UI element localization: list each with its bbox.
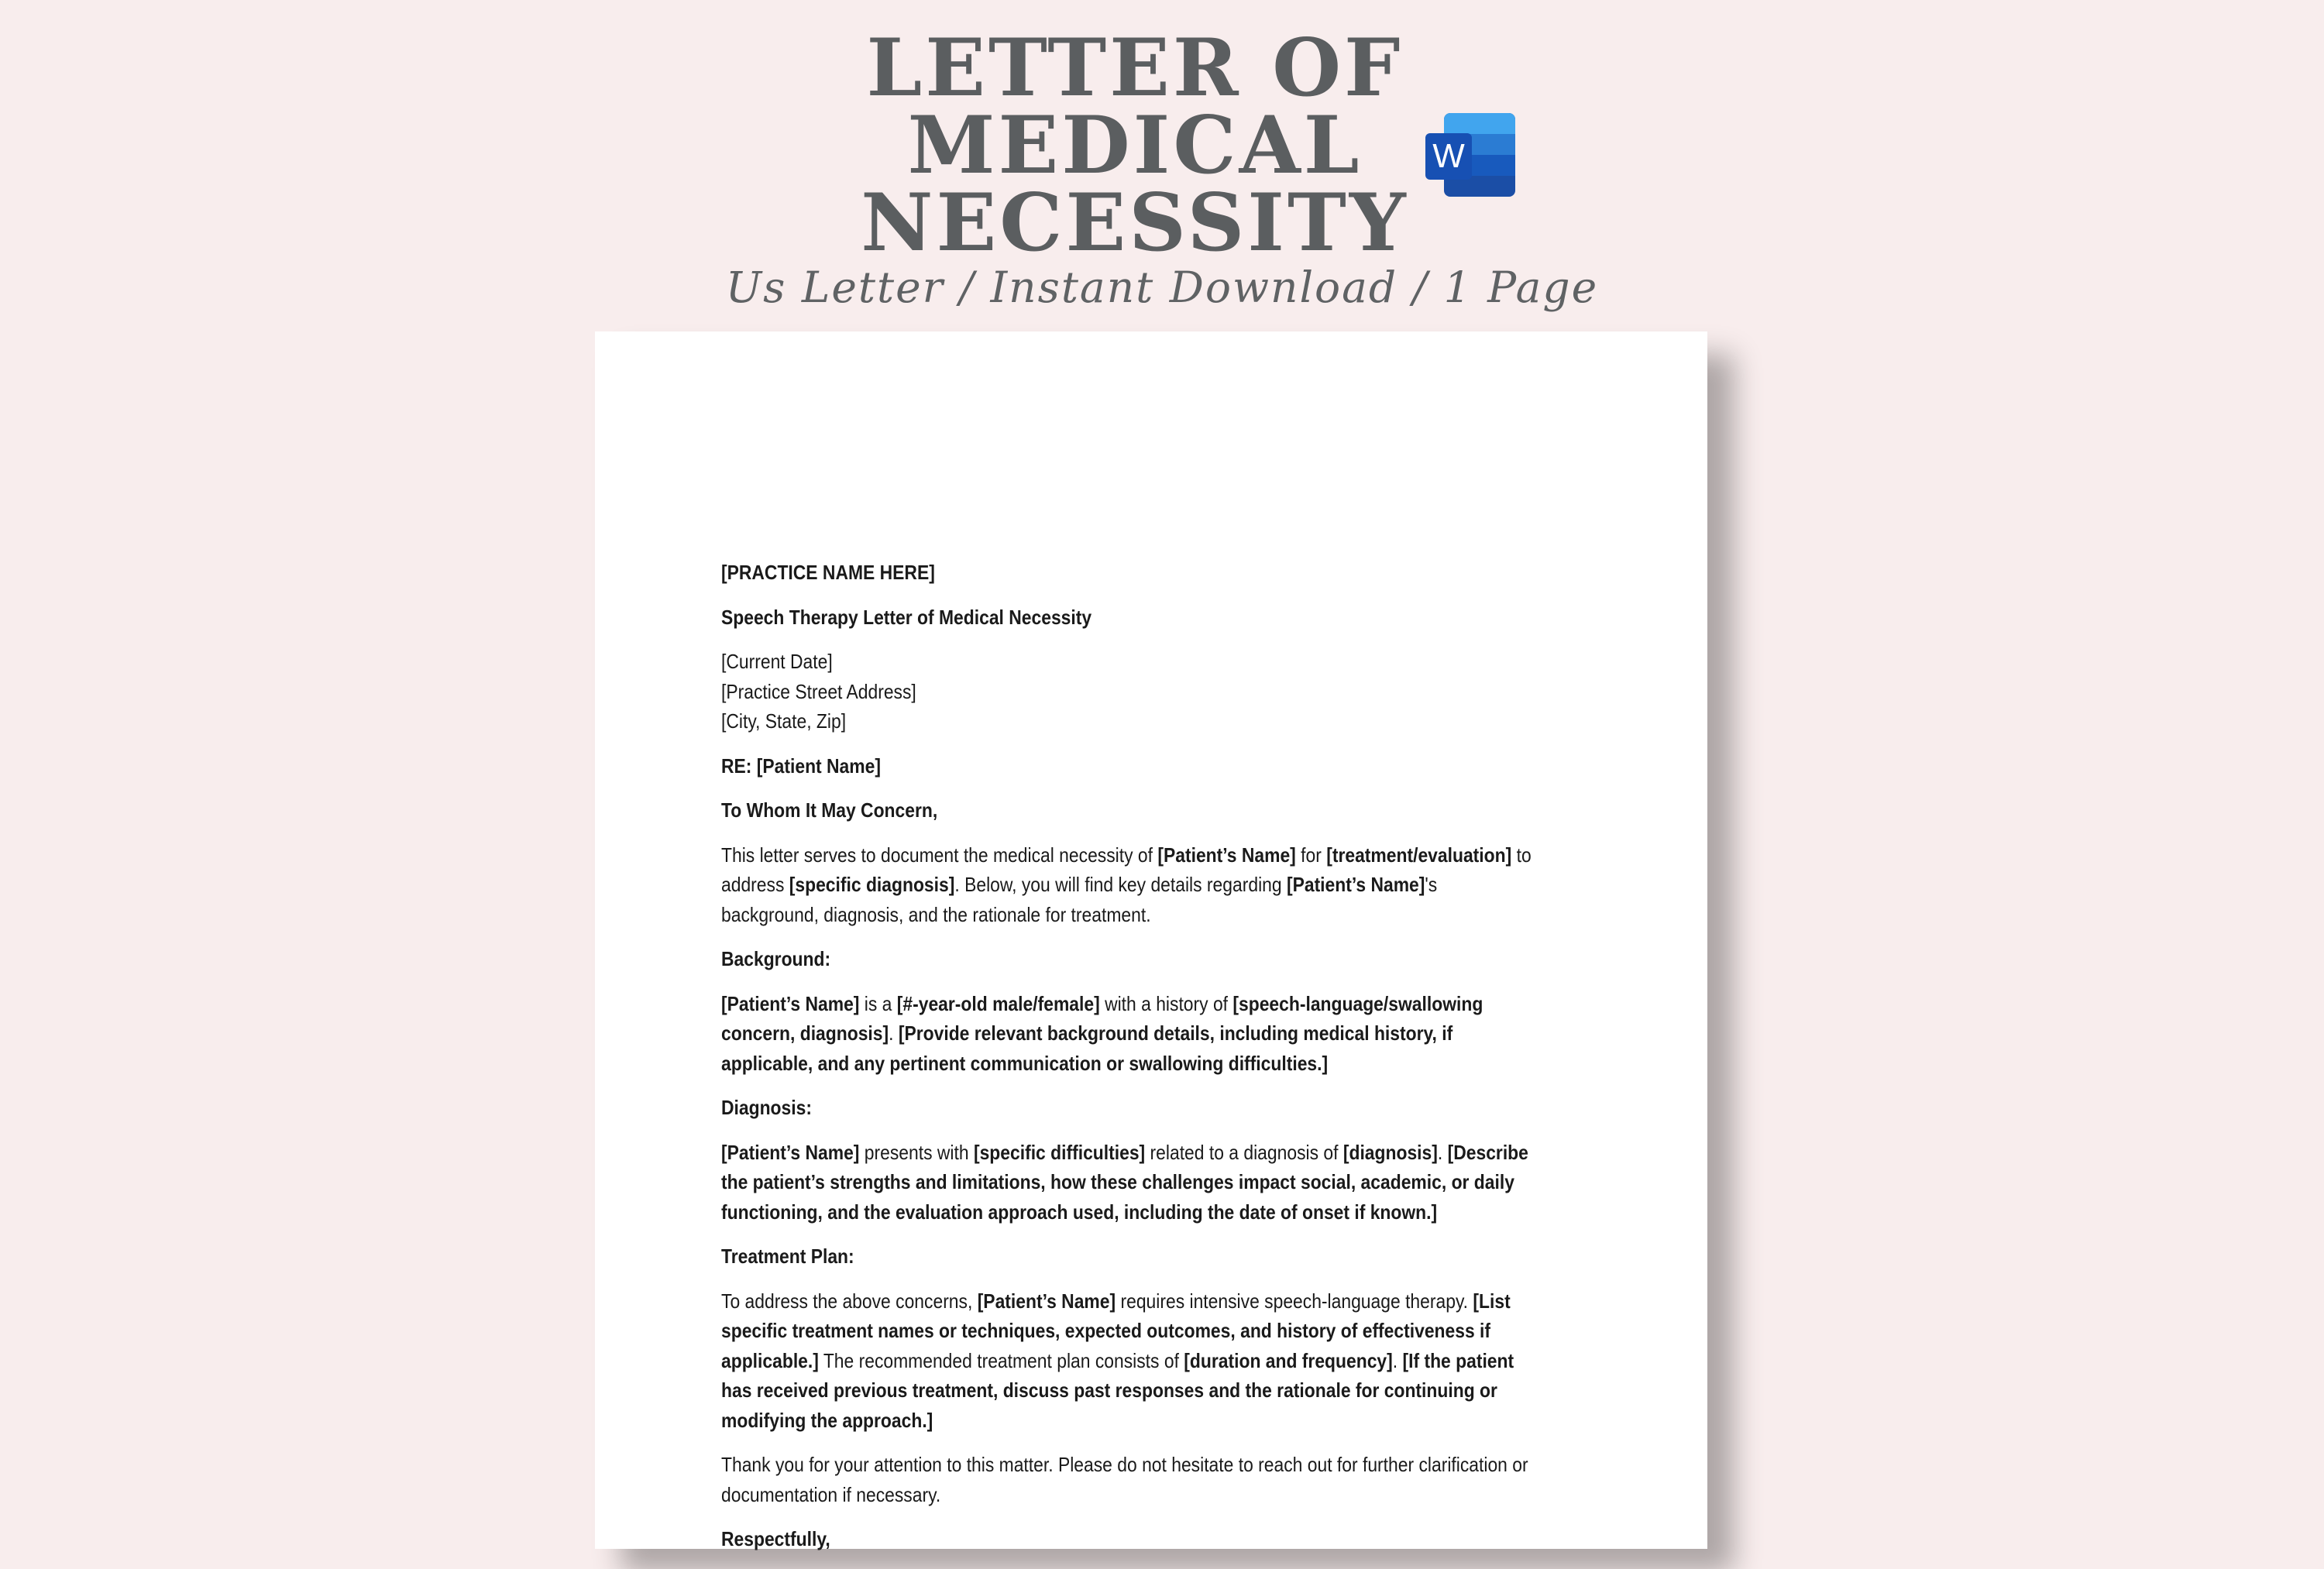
placeholder-concern: concern, diagnosis]: [721, 1021, 889, 1045]
salutation: To Whom It May Concern,: [721, 798, 938, 822]
placeholder-patient-name: [Patient’s Name]: [1157, 843, 1296, 867]
listing-subtitle: Us Letter / Instant Download / 1 Page: [725, 263, 1599, 312]
current-date: [Current Date]: [721, 650, 833, 673]
text-run: 's: [1425, 873, 1438, 896]
text-run: .: [889, 1021, 899, 1045]
placeholder-patient-name: [Patient’s Name]: [721, 1140, 860, 1164]
title-line-2: MEDICAL: [907, 99, 1363, 192]
practice-name: [PRACTICE NAME HERE]: [721, 561, 935, 584]
letter-body: [721, 558, 1532, 1569]
background-line-3: applicable, and any pertinent communication or swallowing difficulties.]: [721, 1051, 1329, 1075]
treatment-heading: Treatment Plan:: [721, 1245, 854, 1268]
re-line: RE: [Patient Name]: [721, 754, 881, 778]
text-run: is a: [859, 991, 897, 1015]
placeholder-list: [List: [1473, 1289, 1511, 1313]
listing-header: [0, 0, 2324, 325]
text-run: The recommended treatment plan consists of: [818, 1348, 1184, 1372]
placeholder-diagnosis: [specific diagnosis]: [789, 873, 955, 896]
placeholder-difficulties: [specific difficulties]: [973, 1140, 1146, 1164]
text-run: This letter serves to document the medical necessity of: [721, 843, 1158, 867]
placeholder-list: applicable.]: [721, 1348, 819, 1372]
placeholder-treatment: [treatment/evaluation]: [1326, 843, 1512, 867]
text-run: requires intensive speech-language therapy.: [1116, 1289, 1473, 1313]
address-block: [721, 647, 1478, 736]
treatment-paragraph: [721, 1286, 1514, 1436]
document-title: Speech Therapy Letter of Medical Necessity: [721, 605, 1092, 629]
diagnosis-line-3: functioning, and the evaluation approach used, including the date of onset if known.]: [721, 1200, 1438, 1224]
background-paragraph: [721, 989, 1483, 1079]
microsoft-word-icon: [1424, 112, 1517, 198]
placeholder-patient-name: [Patient’s Name]: [721, 991, 860, 1015]
placeholder-age-sex: [#-year-old male/female]: [896, 991, 1100, 1015]
text-run: related to a diagnosis of: [1145, 1140, 1343, 1164]
text-run: . Below, you will find key details regarding: [954, 873, 1287, 896]
diagnosis-line-2: the patient’s strengths and limitations, how these challenges impact social, academic, or daily: [721, 1170, 1514, 1193]
city-state-zip: [City, State, Zip]: [721, 709, 847, 733]
diagnosis-paragraph: [721, 1138, 1528, 1227]
text-run: address: [721, 873, 789, 896]
intro-line-1: [721, 840, 1532, 870]
treatment-line-2: specific treatment names or techniques, expected outcomes, and history of effectiveness if: [721, 1319, 1491, 1342]
diagnosis-heading: Diagnosis:: [721, 1096, 812, 1119]
text-run: To address the above concerns,: [721, 1289, 978, 1313]
treatment-line-5: modifying the approach.]: [721, 1408, 933, 1432]
intro-line-3: background, diagnosis, and the rationale for treatment.: [721, 902, 1151, 926]
placeholder-describe: [Describe: [1447, 1140, 1528, 1164]
text-run: with a history of: [1099, 991, 1233, 1015]
placeholder-patient-name: [Patient’s Name]: [977, 1289, 1116, 1313]
placeholder-diagnosis: [diagnosis]: [1342, 1140, 1438, 1164]
background-line-1: [721, 989, 1483, 1019]
placeholder-concern: [speech-language/swallowing: [1232, 991, 1483, 1015]
closing-line-1: Thank you for your attention to this matter. Please do not hesitate to reach out for further clarification or: [721, 1453, 1528, 1476]
placeholder-previous-treatment: [If the patient: [1402, 1348, 1514, 1372]
word-icon-letter: W: [1432, 137, 1465, 175]
background-line-2: [721, 1018, 1478, 1049]
signoff: Respectfully,: [721, 1527, 830, 1550]
text-run: presents with: [859, 1140, 974, 1164]
document-page: [595, 331, 1707, 1549]
treatment-line-3: [721, 1346, 1514, 1376]
treatment-line-1: [721, 1286, 1511, 1317]
text-run: .: [1437, 1140, 1448, 1164]
intro-line-2: [721, 870, 1478, 900]
title-line-3: NECESSITY: [861, 177, 1409, 270]
street-address: [Practice Street Address]: [721, 679, 916, 703]
closing-paragraph: [721, 1450, 1528, 1509]
listing-title: [775, 22, 1495, 270]
closing-line-2: documentation if necessary.: [721, 1482, 941, 1506]
diagnosis-line-1: [721, 1138, 1528, 1168]
placeholder-duration: [duration and frequency]: [1184, 1348, 1393, 1372]
treatment-line-4: has received previous treatment, discuss past responses and the rationale for continuing or: [721, 1378, 1497, 1402]
background-heading: Background:: [721, 947, 831, 970]
text-run: .: [1392, 1348, 1403, 1372]
intro-paragraph: [721, 840, 1532, 930]
text-run: to: [1511, 843, 1532, 867]
title-line-1: LETTER OF: [866, 22, 1404, 115]
placeholder-patient-name: [Patient’s Name]: [1286, 873, 1425, 896]
placeholder-background-details: [Provide relevant background details, including medical history, if: [898, 1021, 1453, 1045]
text-run: for: [1295, 843, 1327, 867]
